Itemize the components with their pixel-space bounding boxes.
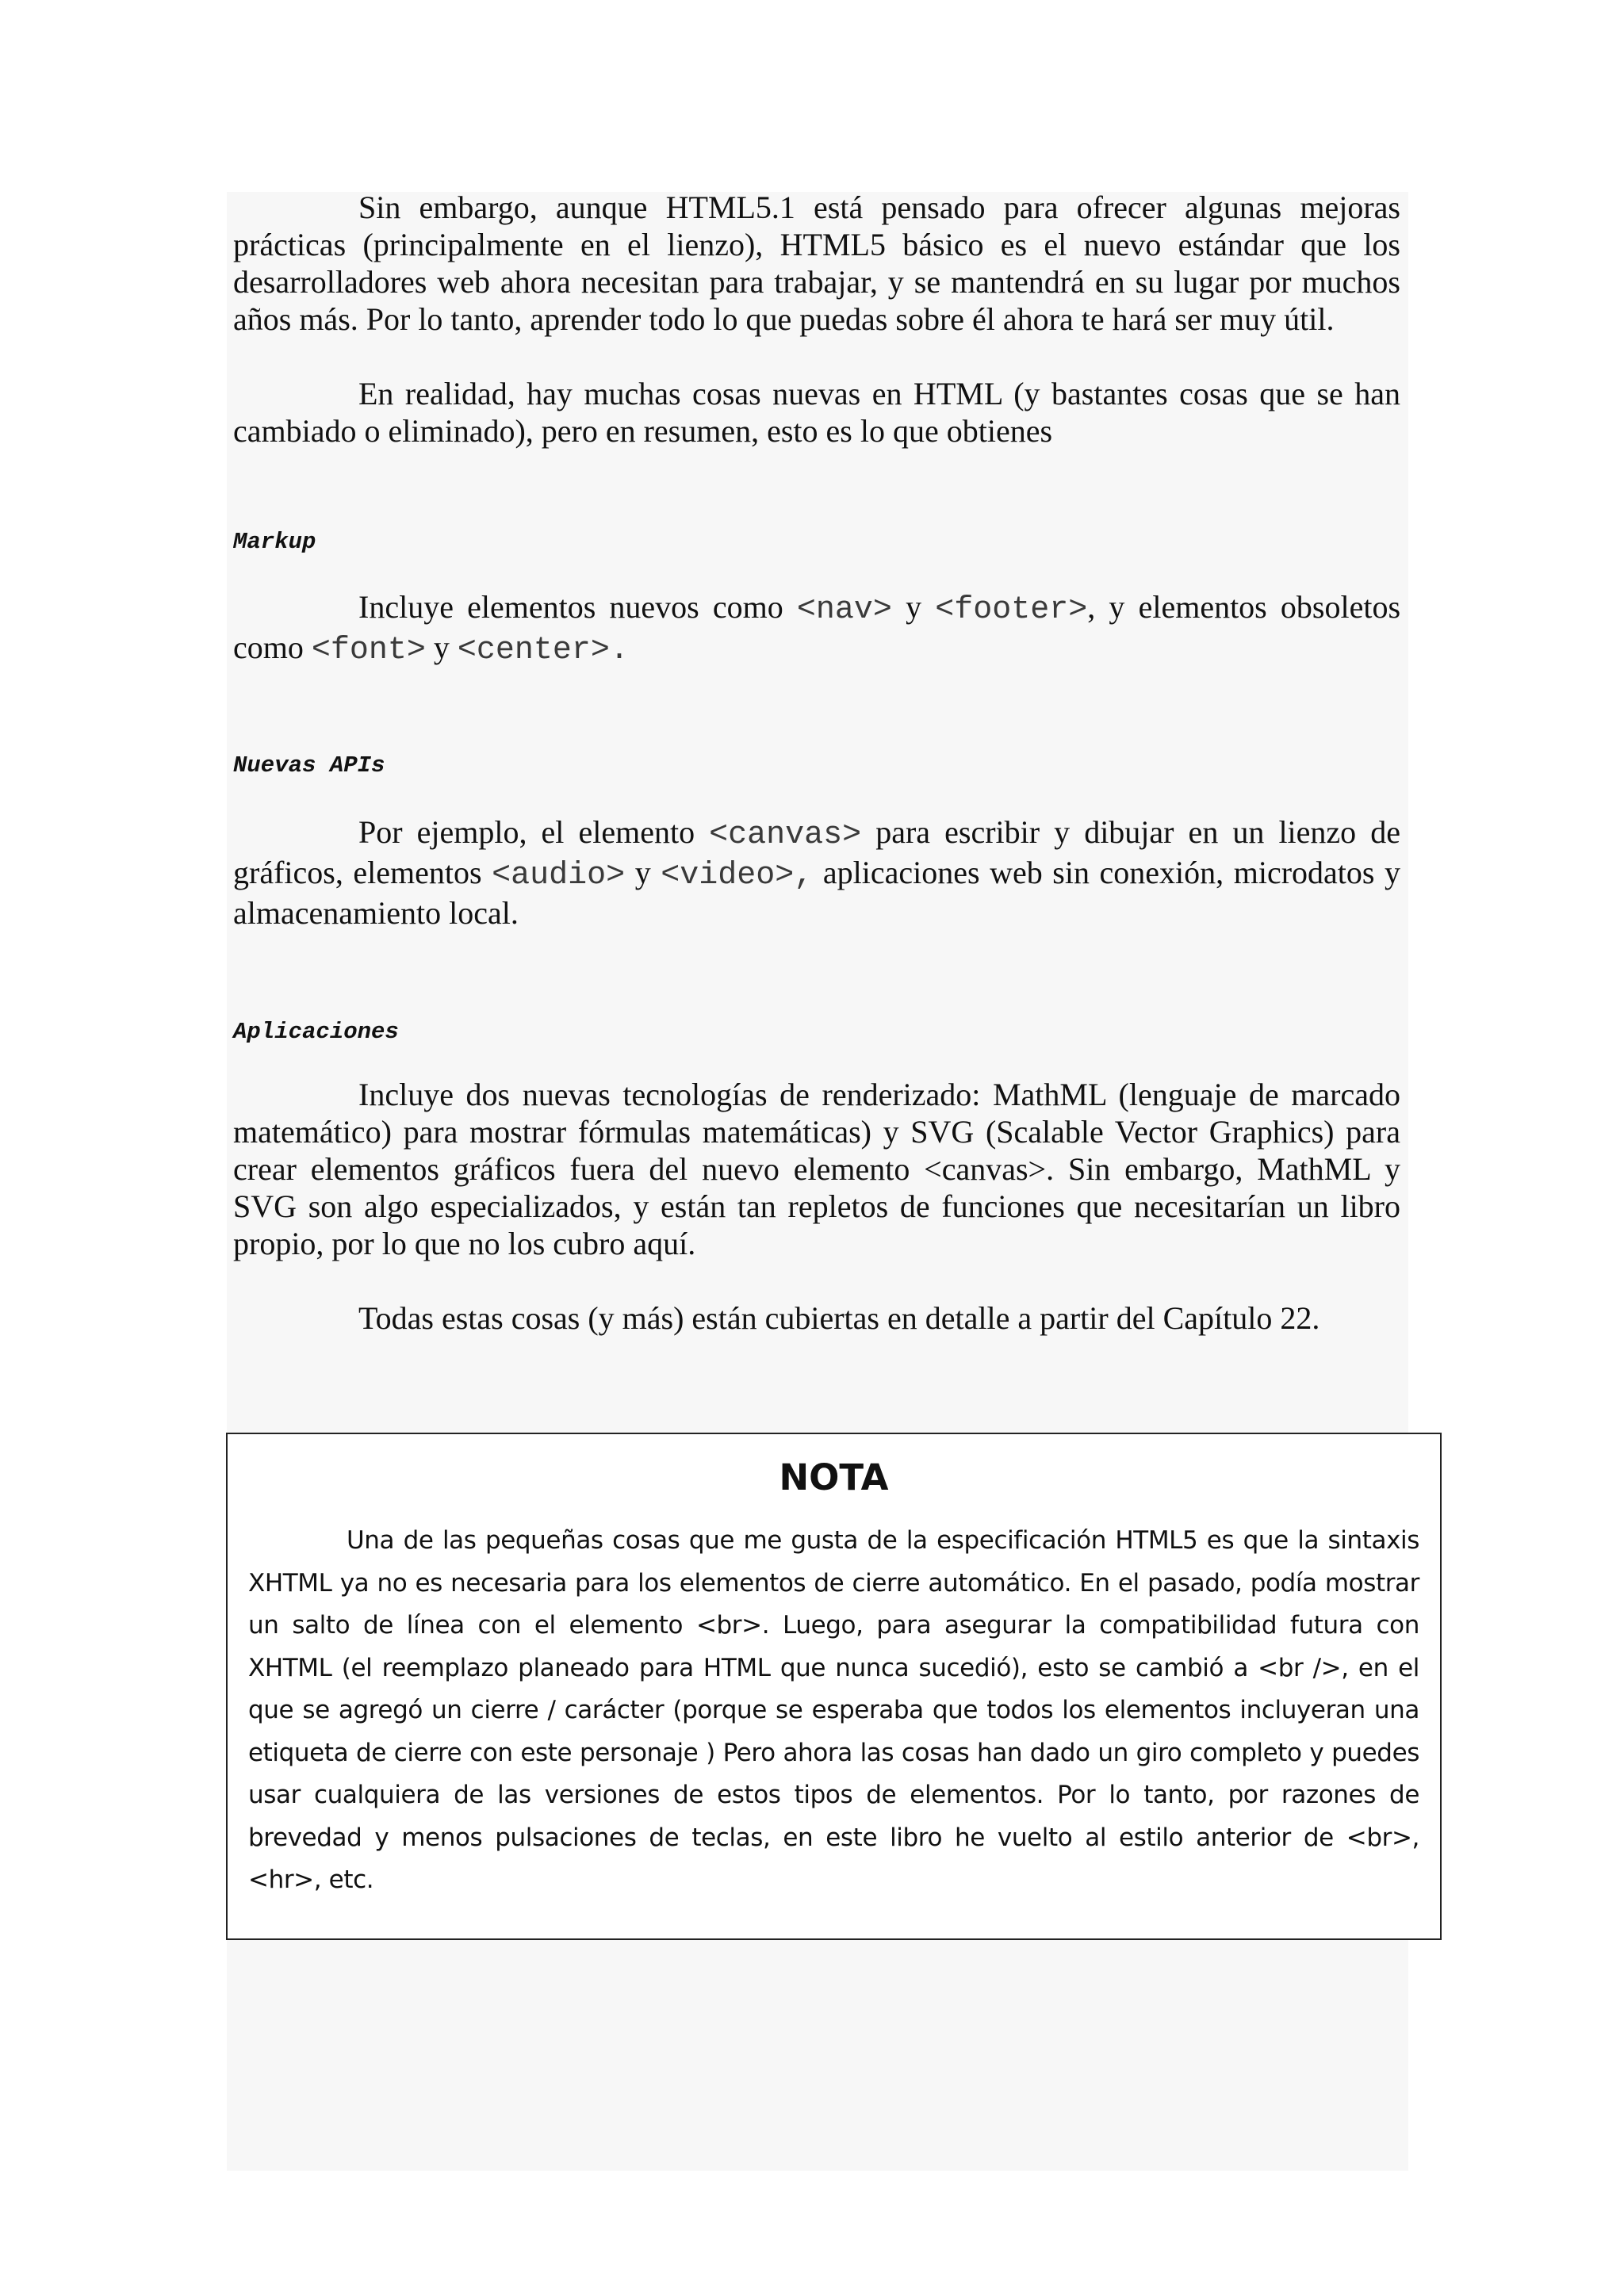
code-audio: <audio> bbox=[492, 858, 626, 894]
document-body bbox=[233, 189, 1400, 1337]
markup-text-3: , y elementos obsoletos como bbox=[233, 589, 1401, 665]
note-box bbox=[226, 1433, 1442, 1940]
code-center: <center>. bbox=[457, 633, 629, 668]
code-footer: <footer> bbox=[935, 592, 1088, 628]
heading-aplicaciones: Aplicaciones bbox=[233, 1019, 399, 1045]
heading-markup: Markup bbox=[233, 529, 316, 555]
paragraph-summary: En realidad, hay muchas cosas nuevas en HTML (y bastantes cosas que se han cambiado o eliminado), pero en resumen, esto es lo que obtienes bbox=[233, 376, 1400, 449]
markup-text-2: y bbox=[891, 589, 936, 625]
markup-text-1: Incluye elementos nuevos como bbox=[358, 589, 797, 625]
apis-text-3: y bbox=[625, 855, 661, 890]
code-canvas: <canvas> bbox=[709, 817, 862, 853]
heading-apis: Nuevas APIs bbox=[233, 752, 385, 779]
paragraph-markup bbox=[233, 588, 1400, 669]
paragraph-aplicaciones: Incluye dos nuevas tecnologías de renderizado: MathML (lenguaje de marcado matemático) para mostrar fórmulas matemáticas) y SVG (Scalable Vector Graphics) para crear elementos gráficos fuera del nuevo elemento <canvas>. Sin embargo, MathML y SVG son algo especializados, y están tan repletos de funciones que necesitarían un libro propio, por lo que no los cubro aquí. bbox=[233, 1077, 1400, 1261]
apis-text-2: para escribir y dibujar en un lienzo de gráficos, elementos bbox=[233, 814, 1400, 890]
code-font: <font> bbox=[311, 633, 426, 668]
apis-text-1: Por ejemplo, el elemento bbox=[358, 814, 710, 850]
code-nav: <nav> bbox=[796, 592, 892, 628]
code-video: <video>, bbox=[661, 858, 814, 894]
note-body: Una de las pequeñas cosas que me gusta de la especificación HTML5 es que la sintaxis XHTML ya no es necesaria para los elementos de cierre automático. En el pasado, podía mostrar un salto de línea con el elemento <br>. Luego, para asegurar la compatibilidad futura con XHTML (el reemplazo planeado para HTML que nunca sucedió), esto se cambió a <br />, en el que se agregó un cierre / carácter (porque se esperaba que todos los elementos incluyeran una etiqueta de cierre con este personaje ) Pero ahora las cosas han dado un giro completo y puedes usar cualquiera de las versiones de estos tipos de elementos. Por lo tanto, por razones de brevedad y menos pulsaciones de teclas, en este libro he vuelto al estilo anterior de <br>, <hr>, etc. bbox=[248, 1526, 1419, 1894]
apis-text-4: aplicaciones web sin conexión, microdatos y almacenamiento local. bbox=[233, 855, 1401, 931]
paragraph-intro: Sin embargo, aunque HTML5.1 está pensado para ofrecer algunas mejoras prácticas (principalmente en el lienzo), HTML5 básico es el nuevo estándar que los desarrolladores web ahora necesitan para trabajar, y se mantendrá en su lugar por muchos años más. Por lo tanto, aprender todo lo que puedas sobre él ahora te hará ser muy útil. bbox=[233, 189, 1400, 337]
markup-text-4: y bbox=[425, 629, 458, 665]
paragraph-apis bbox=[233, 813, 1400, 932]
paragraph-chapter-ref: Todas estas cosas (y más) están cubiertas en detalle a partir del Capítulo 22. bbox=[358, 1300, 1320, 1336]
note-title: NOTA bbox=[779, 1456, 889, 1498]
